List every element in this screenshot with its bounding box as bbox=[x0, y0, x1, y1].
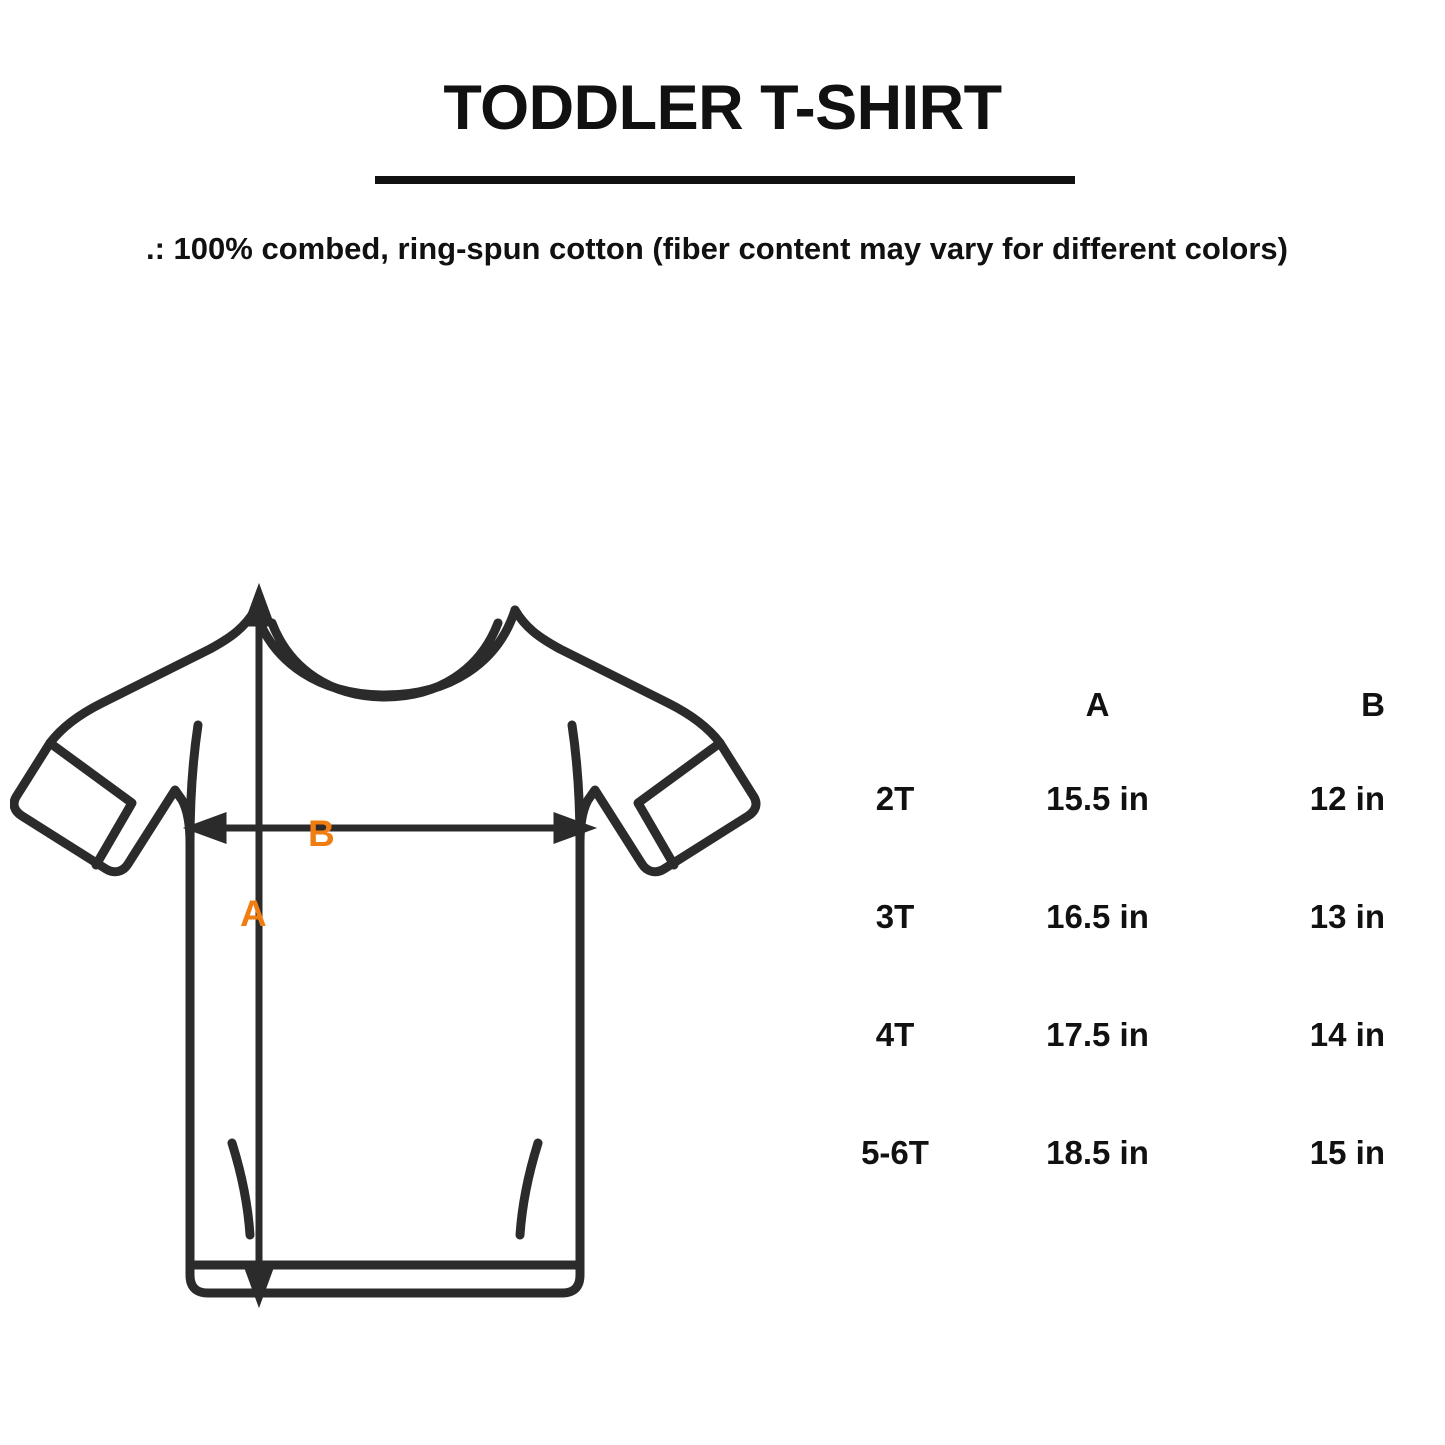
header-b: B bbox=[1361, 686, 1385, 723]
page-title: TODDLER T-SHIRT bbox=[443, 73, 1002, 143]
cell-a: 15.5 in bbox=[1046, 780, 1149, 817]
cell-a: 17.5 in bbox=[1046, 1016, 1149, 1053]
table-row bbox=[800, 976, 1400, 1094]
cell-size: 5-6T bbox=[861, 1134, 929, 1171]
cell-b: 15 in bbox=[1309, 1134, 1385, 1171]
cell-b: 12 in bbox=[1309, 780, 1385, 817]
cell-a: 18.5 in bbox=[1046, 1134, 1149, 1171]
cell-b: 14 in bbox=[1309, 1016, 1385, 1053]
product-description: .: 100% combed, ring-spun cotton (fiber content may vary for different colors) bbox=[146, 231, 1288, 266]
cell-size: 2T bbox=[875, 780, 915, 817]
cell-b: 13 in bbox=[1309, 898, 1385, 935]
size-table bbox=[800, 670, 1400, 1212]
header-a: A bbox=[1085, 686, 1110, 723]
cell-a: 16.5 in bbox=[1046, 898, 1149, 935]
tshirt-diagram bbox=[10, 575, 780, 1335]
tshirt-outline-icon bbox=[14, 610, 756, 1293]
vertical-double-arrow-icon bbox=[248, 593, 270, 1298]
cell-size: 4T bbox=[875, 1016, 915, 1053]
table-row bbox=[800, 1094, 1400, 1212]
cell-size: 3T bbox=[875, 898, 915, 935]
horizontal-double-arrow-icon bbox=[193, 817, 587, 839]
table-header-row bbox=[800, 670, 1400, 740]
measure-label-b: B bbox=[308, 813, 335, 854]
title-underline bbox=[375, 176, 1075, 184]
table-row bbox=[800, 740, 1400, 858]
table-row bbox=[800, 858, 1400, 976]
measure-label-a: A bbox=[240, 893, 267, 934]
